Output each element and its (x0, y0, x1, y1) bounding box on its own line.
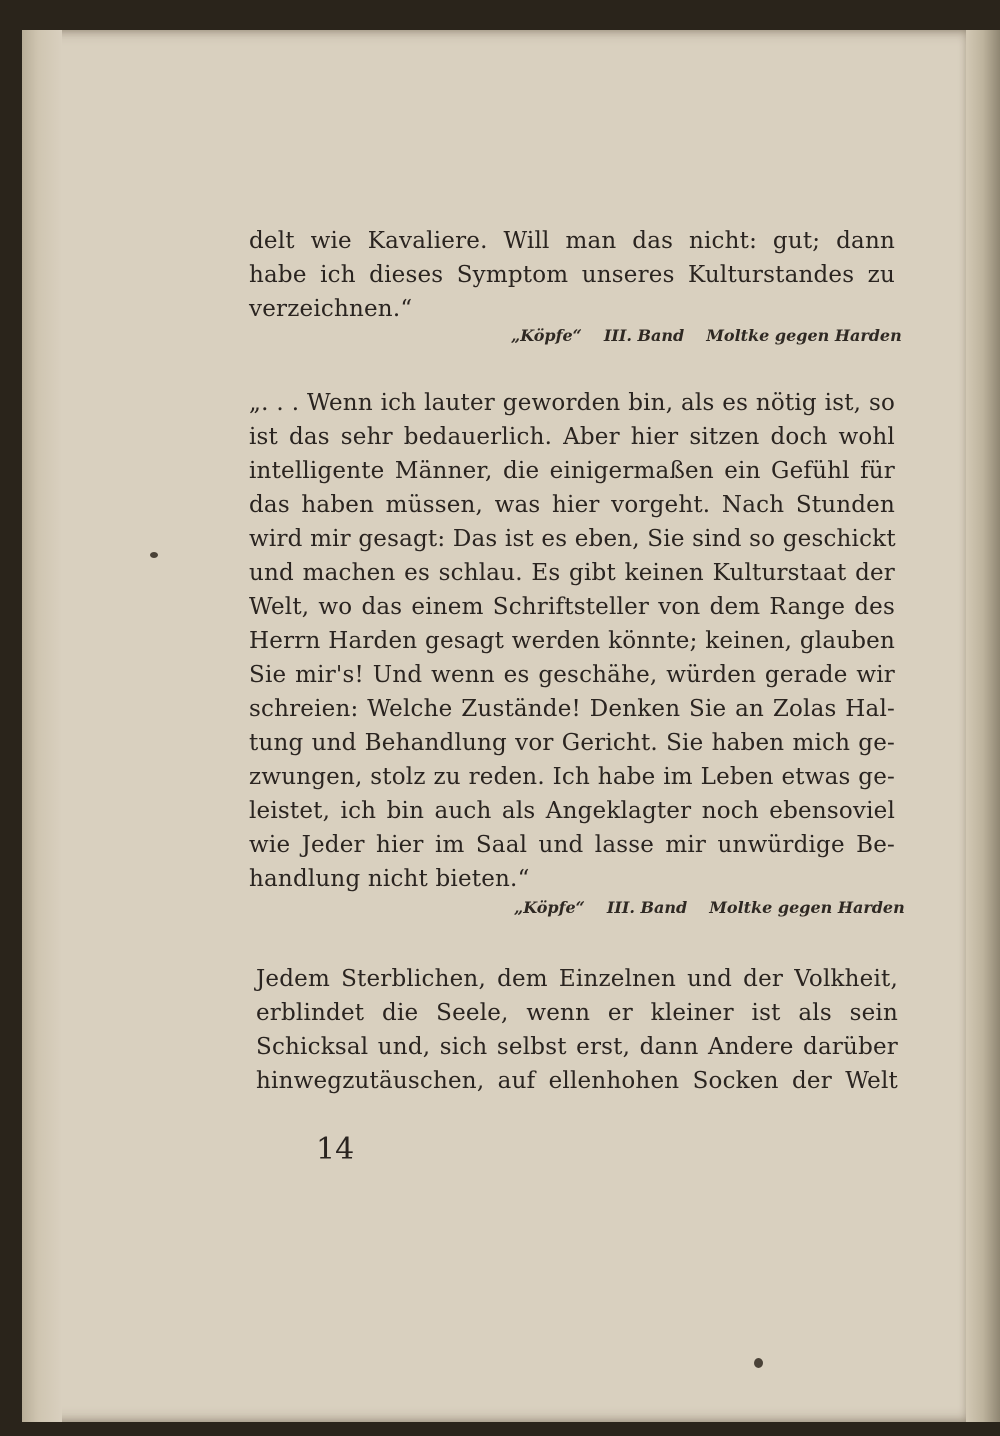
page-gutter-shadow (22, 30, 62, 1422)
citation-volume: III. Band (606, 898, 688, 917)
paragraph-new (256, 962, 898, 1098)
text-line: „. . . Wenn ich lauter geworden bin, als es nötig ist, so (249, 390, 895, 416)
text-line: habe ich dieses Symptom unseres Kulturstandes zu (249, 262, 895, 288)
text-line: verzeichnen.“ (249, 296, 413, 322)
text-line: ist das sehr bedauerlich. Aber hier sitzen doch wohl (249, 424, 895, 450)
text-line: delt wie Kavaliere. Will man das nicht: gut; dann (249, 228, 895, 254)
text-line: Sie mir's! Und wenn es geschähe, würden gerade wir (249, 662, 895, 688)
quotation-paragraph (249, 386, 895, 896)
text-line: Jedem Sterblichen, dem Einzelnen und der Volkheit, (256, 966, 898, 992)
citation-2 (514, 898, 905, 917)
citation-1 (511, 326, 902, 345)
citation-title: Moltke gegen Harden (706, 326, 902, 345)
text-line: das haben müssen, was hier vorgeht. Nach Stunden (249, 492, 895, 518)
text-line: wie Jeder hier im Saal und lasse mir unwürdige Be- (249, 832, 895, 858)
page-number: 14 (316, 1132, 355, 1167)
text-line: intelligente Männer, die einigermaßen ein Gefühl für (249, 458, 895, 484)
paper-speck (150, 552, 158, 558)
paragraph-continuation (249, 224, 895, 326)
text-line: leistet, ich bin auch als Angeklagter noch ebensoviel (249, 798, 895, 824)
citation-source: „Köpfe“ (511, 326, 582, 345)
citation-volume: III. Band (603, 326, 685, 345)
text-line: Schicksal und, sich selbst erst, dann Andere darüber (256, 1034, 898, 1060)
citation-title: Moltke gegen Harden (709, 898, 905, 917)
paper-speck (754, 1358, 763, 1368)
page-edge-stack (966, 30, 1000, 1422)
text-line: erblindet die Seele, wenn er kleiner ist als sein (256, 1000, 898, 1026)
text-line: wird mir gesagt: Das ist es eben, Sie sind so geschickt (249, 526, 896, 552)
text-line: Herrn Harden gesagt werden könnte; keinen, glauben (249, 628, 895, 654)
text-line: Welt, wo das einem Schriftsteller von dem Range des (249, 594, 895, 620)
text-line: hinwegzutäuschen, auf ellenhohen Socken der Welt (256, 1068, 898, 1094)
text-line: und machen es schlau. Es gibt keinen Kulturstaat der (249, 560, 895, 586)
text-line: tung und Behandlung vor Gericht. Sie haben mich ge- (249, 730, 895, 756)
text-line: schreien: Welche Zustände! Denken Sie an Zolas Hal- (249, 696, 895, 722)
citation-source: „Köpfe“ (514, 898, 585, 917)
text-line: handlung nicht bieten.“ (249, 866, 530, 892)
text-line: zwungen, stolz zu reden. Ich habe im Leben etwas ge- (249, 764, 895, 790)
